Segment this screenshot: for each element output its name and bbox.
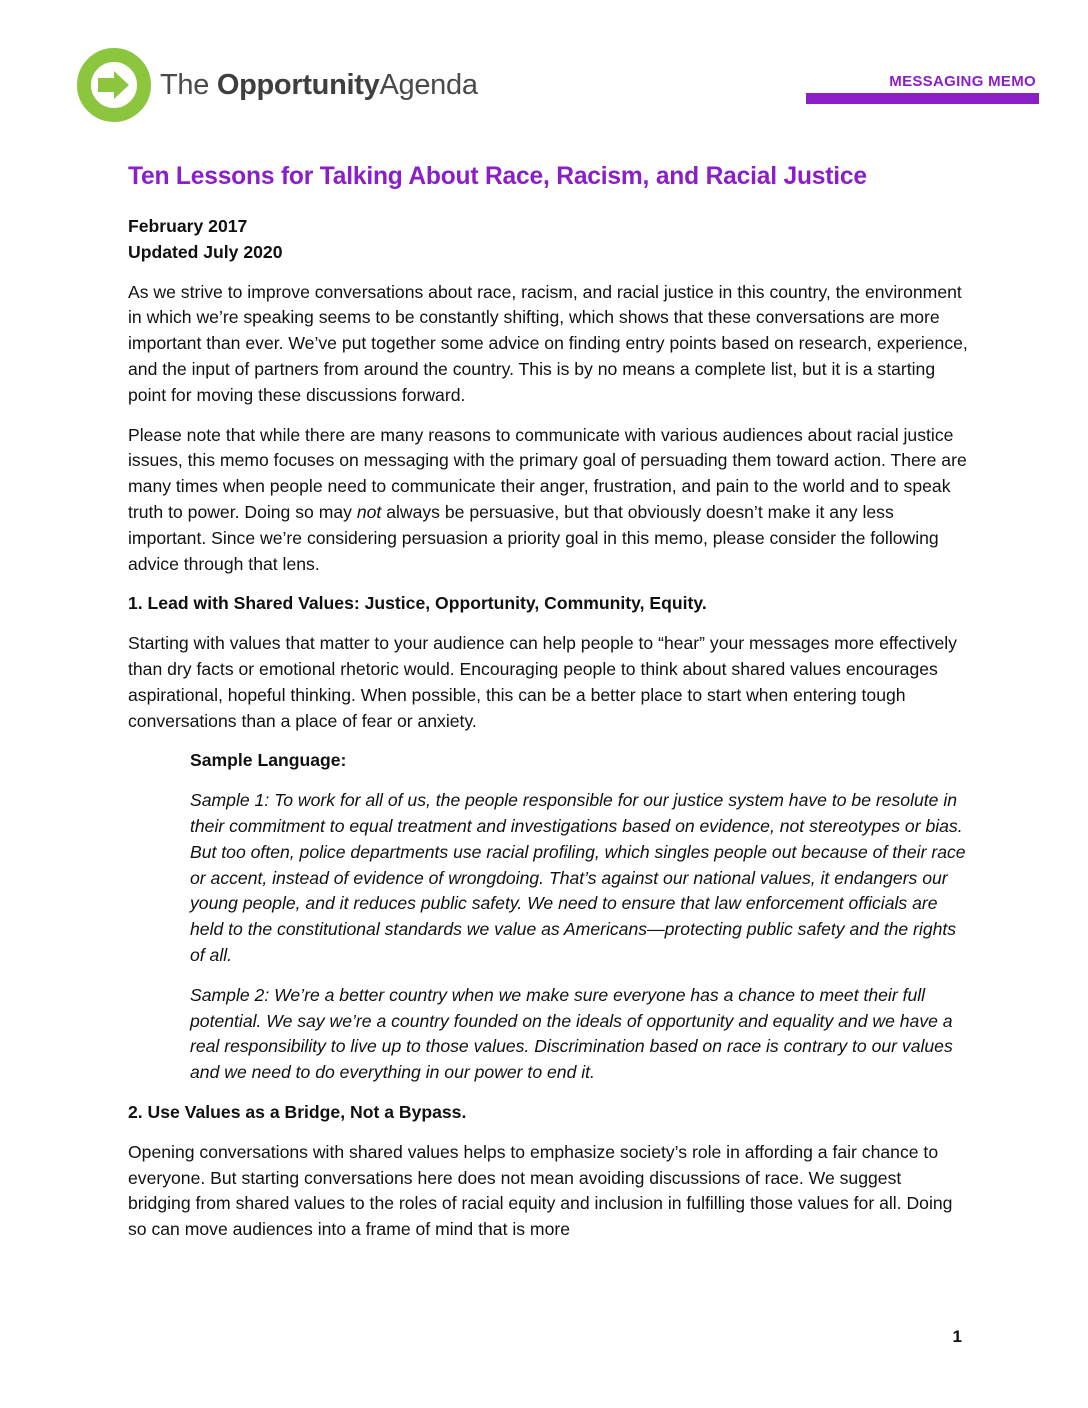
lesson-2-heading: 2. Use Values as a Bridge, Not a Bypass. xyxy=(128,1101,467,1122)
date-original: February 2017 xyxy=(128,216,248,236)
document-title: Ten Lessons for Talking About Race, Racism, and Racial Justice xyxy=(128,163,867,190)
brand-prefix: The xyxy=(160,68,217,101)
brand-logo xyxy=(76,47,478,123)
memo-type-label: MESSAGING MEMO xyxy=(889,73,1036,90)
lesson-1-body: Starting with values that matter to your audience can help people to “hear” your messages more effectively than dry facts or emotional rhetoric would. Encouraging people to think about shared values encourages aspirational, hopeful thinking. When possible, this can be a better place to start when entering tough conversations than a place of fear or anxiety. xyxy=(128,633,957,731)
arrow-circle-icon xyxy=(76,47,152,123)
intro-paragraph-1: As we strive to improve conversations about race, racism, and racial justice in this country, the environment in which we’re speaking seems to be constantly shifting, which shows that these conversations are more important than ever. We’ve put together some advice on finding entry points based on research, experience, and the input of partners from around the country. This is by no means a complete list, but it is a starting point for moving these discussions forward. xyxy=(128,281,968,405)
brand-suffix: Agenda xyxy=(379,68,478,101)
sample-2-text: Sample 2: We’re a better country when we make sure everyone has a chance to meet their full potential. We say we’re a country founded on the ideals of opportunity and equality and we have a real responsibility to live up to those values. Discrimination based on race is contrary to our values and we need to do everything in our power to end it. xyxy=(190,984,953,1083)
dateline-group xyxy=(128,214,968,266)
brand-name xyxy=(160,69,478,102)
emphasis-not: not xyxy=(356,501,382,522)
sample-1-text: Sample 1: To work for all of us, the people responsible for our justice system have to be resolute in their commitment to equal treatment and investigations based on evidence, not stereotypes or bias. But too often, police departments use racial profiling, which singles people out because of their race or accent, instead of evidence of wrongdoing. That’s against our national values, it endangers our young people, and it reduces public safety. We need to ensure that law enforcement officials are held to the constitutional standards we value as Americans—protecting public safety and the rights of all. xyxy=(190,790,966,965)
document-body xyxy=(128,160,968,1257)
intro-paragraph-2-start: Please note that while there are many reasons to communicate with various audiences about racial justice issues, this memo focuses on messaging with the primary goal of persuading them toward action. There are many times when people need to communicate their anger, frustration, and pain to the world and to speak truth to power. Doing so may xyxy=(128,424,967,522)
intro-paragraph-2-end: always be persuasive, but that obviously doesn’t make it any less important. Since we’re considering persuasion a priority goal in this memo, please consider the following advice through that lens. xyxy=(128,501,939,574)
page-number: 1 xyxy=(952,1327,962,1346)
lesson-2-body: Opening conversations with shared values helps to emphasize society’s role in affording a fair chance to everyone. But starting conversations here does not mean avoiding discussions of race. We suggest bridging from shared values to the roles of racial equity and inclusion in fulfilling those values for all. Doing so can move audiences into a frame of mind that is more xyxy=(128,1141,953,1240)
lesson-1-heading: 1. Lead with Shared Values: Justice, Opportunity, Community, Equity. xyxy=(128,593,707,614)
memo-label-rule xyxy=(806,93,1039,104)
brand-bold: Opportunity xyxy=(216,68,380,101)
sample-language-heading: Sample Language: xyxy=(190,750,347,771)
intro-paragraph-2 xyxy=(128,423,968,578)
date-updated: Updated July 2020 xyxy=(128,241,283,262)
